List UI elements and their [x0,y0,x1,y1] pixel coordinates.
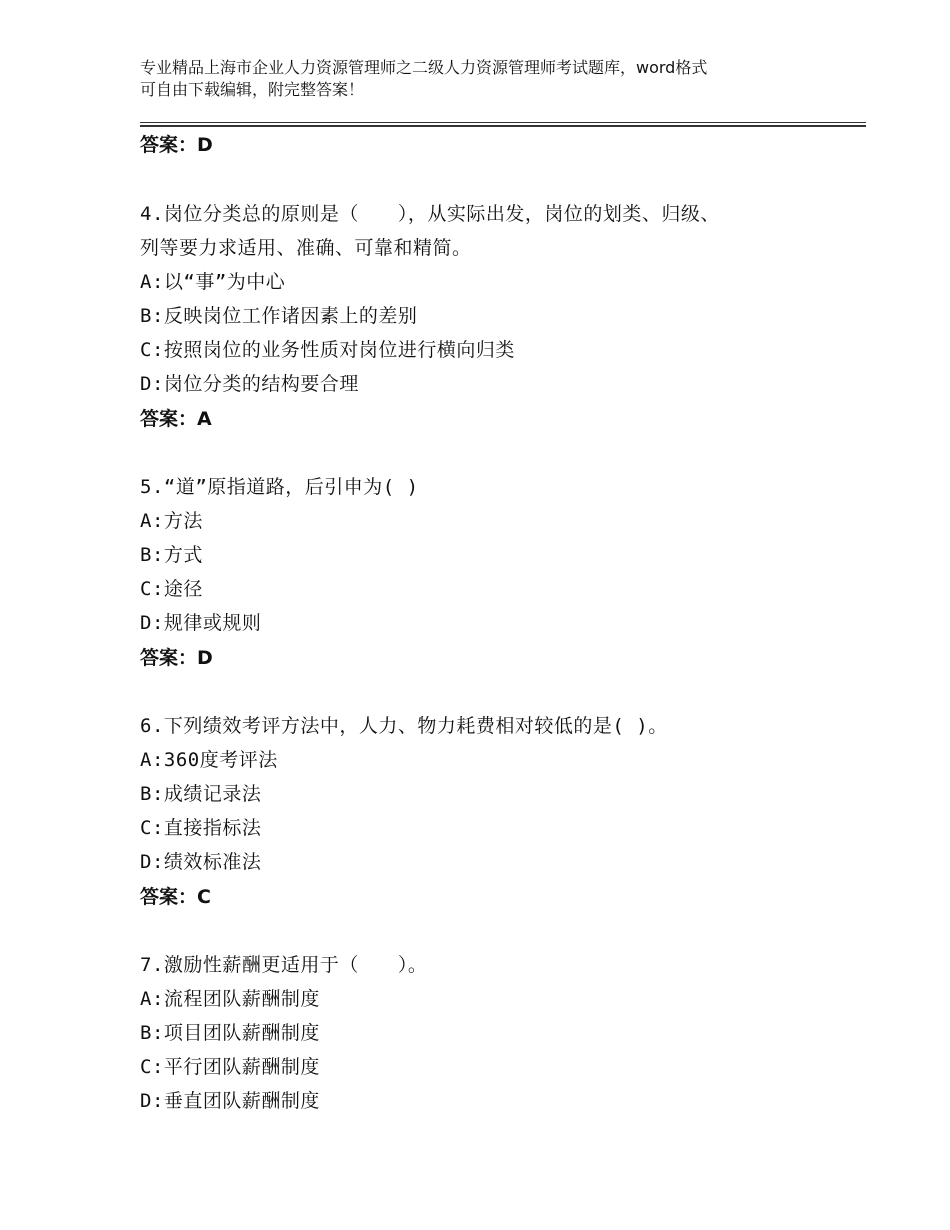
question-7-option-b: B:项目团队薪酬制度 [140,1022,320,1044]
question-7-stem: 7.激励性薪酬更适用于（ ）。 [140,954,428,976]
question-7-option-d: D:垂直团队薪酬制度 [140,1090,320,1112]
question-5-answer: 答案：D [140,647,213,669]
question-4-stem-line-2: 列等要力求适用、准确、可靠和精简。 [140,237,472,259]
question-5-option-b: B:方式 [140,544,203,566]
question-5-stem: 5.“道”原指道路，后引申为( ) [140,476,419,498]
question-4-option-b: B:反映岗位工作诸因素上的差别 [140,305,418,327]
header-rule-thin [140,122,866,123]
question-6-option-b: B:成绩记录法 [140,783,262,805]
question-4-answer: 答案：A [140,408,212,430]
header-line-2: 可自由下载编辑，附完整答案！ [140,80,365,99]
question-5-option-c: C:途径 [140,578,203,600]
question-4-option-c: C:按照岗位的业务性质对岗位进行横向归类 [140,339,515,361]
question-5-option-a: A:方法 [140,510,203,532]
question-6-option-a: A:360度考评法 [140,749,278,771]
question-4-option-d: D:岗位分类的结构要合理 [140,373,359,395]
question-5-option-d: D:规律或规则 [140,612,262,634]
question-6-option-d: D:绩效标准法 [140,851,262,873]
question-7-option-c: C:平行团队薪酬制度 [140,1056,320,1078]
question-7-option-a: A:流程团队薪酬制度 [140,988,320,1010]
answer-previous: 答案：D [140,134,213,156]
header-rule-thick [140,125,866,127]
question-6-option-c: C:直接指标法 [140,817,262,839]
question-6-stem: 6.下列绩效考评方法中，人力、物力耗费相对较低的是( )。 [140,715,668,737]
question-4-stem-line-1: 4.岗位分类总的原则是（ ），从实际出发，岗位的划类、归级、 [140,203,720,225]
header-line-1: 专业精品上海市企业人力资源管理师之二级人力资源管理师考试题库，word格式 [140,58,708,77]
question-6-answer: 答案：C [140,886,211,908]
question-4-option-a: A:以“事”为中心 [140,271,286,293]
document-header [140,57,840,101]
